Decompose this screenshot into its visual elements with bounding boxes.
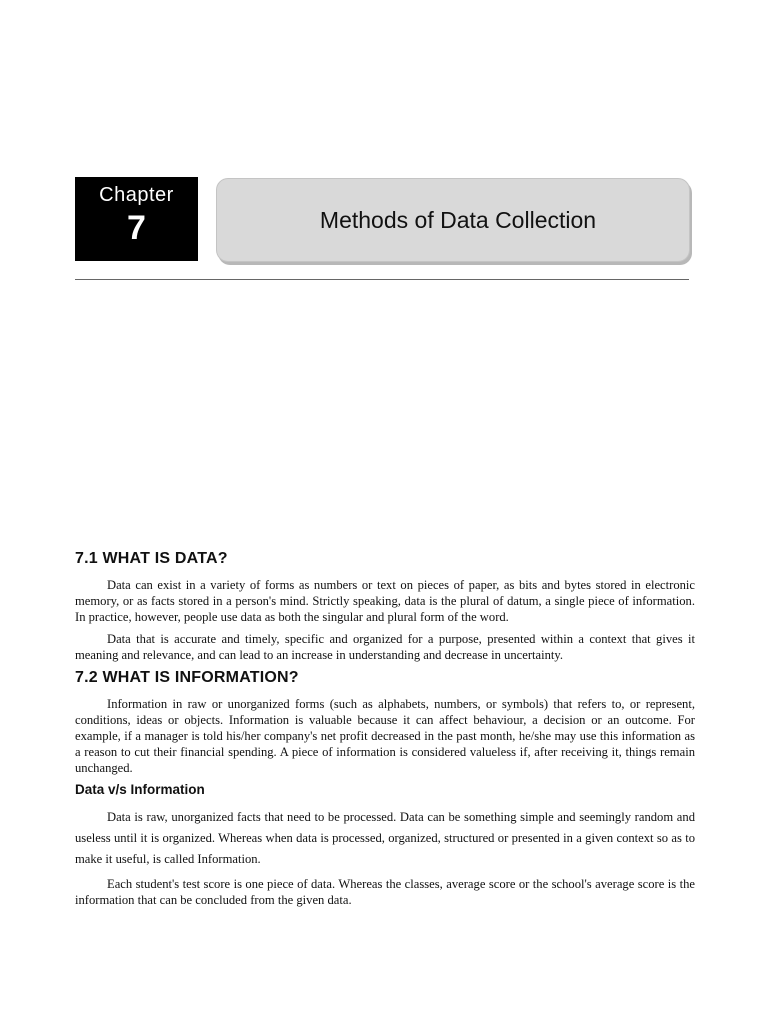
page-content — [75, 550, 695, 914]
chapter-label: Chapter — [99, 184, 174, 206]
section-heading-information: 7.2 WHAT IS INFORMATION? — [75, 669, 299, 686]
chapter-badge — [75, 177, 198, 261]
chapter-number: 7 — [127, 209, 146, 247]
paragraph: Data is raw, unorganized facts that need to be processed. Data can be something simple and seemingly random and useless until it is organized. Whereas when data is processed, organized, structured or presented in a given context so as to make it useful, is called Information. — [75, 810, 695, 866]
paragraph: Data can exist in a variety of forms as numbers or text on pieces of paper, as bits and bytes stored in electronic memory, or as facts stored in a person's mind. Strictly speaking, data is the plural of datum, a single piece of information. In practice, however, people use data as both the singular and plural form of the word. — [75, 578, 695, 624]
header-divider — [75, 279, 689, 280]
subsection-heading: Data v/s Information — [75, 782, 205, 797]
paragraph: Information in raw or unorganized forms (such as alphabets, numbers, or symbols) that refers to, or represent, conditions, ideas or objects. Information is valuable because it can affect behaviour, a decision or an outcome. For example, if a manager is told his/her company's net profit decreased in the past month, he/she may use this information as a reason to cut their financial spending. A piece of information is considered valueless if, after receiving it, things remain unchanged. — [75, 697, 695, 775]
paragraph: Data that is accurate and timely, specific and organized for a purpose, presented within a context that gives it meaning and relevance, and can lead to an increase in understanding and decrease in uncertainty. — [75, 632, 695, 662]
paragraph: Each student's test score is one piece of data. Whereas the classes, average score or the school's average score is the information that can be concluded from the given data. — [75, 877, 695, 907]
chapter-title: Methods of Data Collection — [319, 206, 597, 233]
section-heading-data: 7.1 WHAT IS DATA? — [75, 550, 228, 567]
chapter-title-box — [216, 178, 690, 262]
